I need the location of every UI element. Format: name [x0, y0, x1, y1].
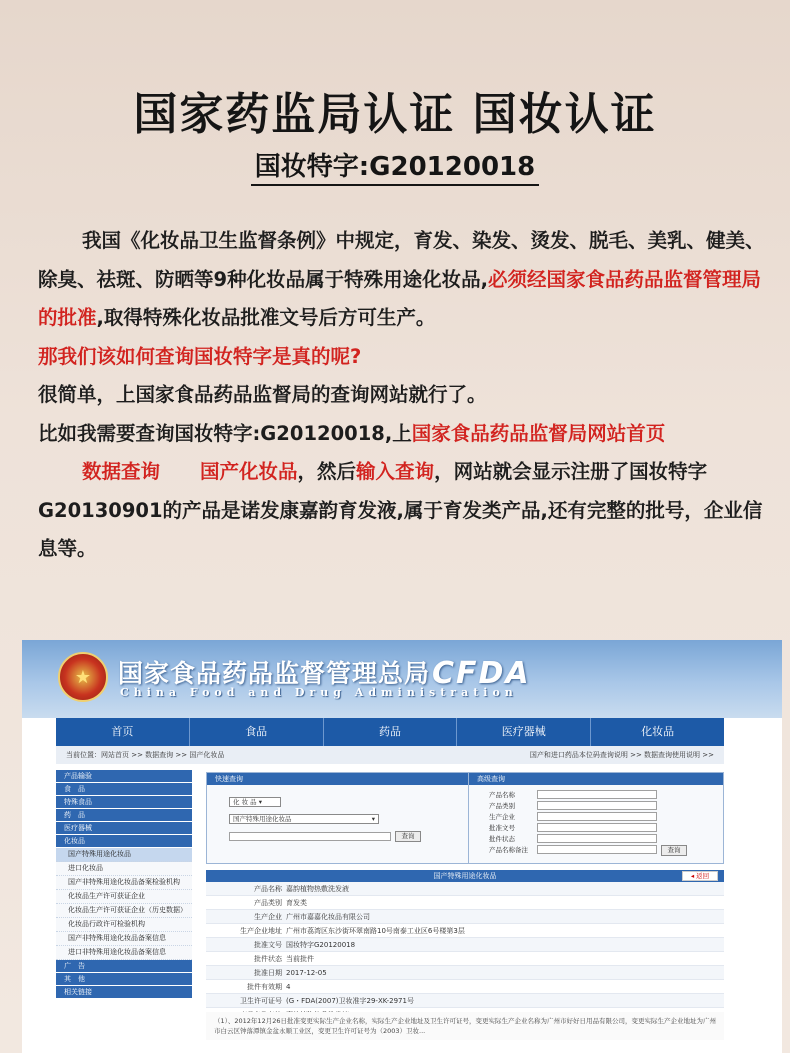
p5-then: ，然后 [297, 460, 357, 483]
table-row [206, 980, 724, 994]
page-title: 国家药监局认证 国妆认证 [133, 89, 657, 140]
table-row [206, 910, 724, 924]
quick-search-input[interactable] [229, 832, 391, 841]
sidebar-group-links[interactable]: 相关链接 [56, 986, 192, 999]
result-header [206, 870, 724, 882]
site-banner [22, 640, 782, 718]
sidebar-group-cosmetics[interactable]: 化妆品 [56, 835, 192, 848]
row-key: 批件有效期 [247, 983, 282, 991]
table-row [206, 938, 724, 952]
sidebar-item-domestic-special[interactable]: 国产特殊用途化妆品 [56, 848, 192, 862]
nav-drugs[interactable]: 药品 [324, 718, 458, 746]
product-remark-input[interactable] [537, 845, 657, 854]
p4-text: 比如我需要查询国妆特字:G20120018,上 [38, 421, 412, 445]
row-key: 产品类别 [254, 899, 282, 907]
field-label-approval-number: 批准文号 [489, 824, 515, 832]
p1-highlight: 必须经国家食品药品监督管理局的批准 [38, 267, 761, 329]
result-title: 国产特殊用途化妆品 [433, 872, 497, 880]
quick-query-button[interactable]: 查询 [395, 831, 421, 842]
back-button[interactable]: ◂ 返回 [682, 871, 718, 881]
row-key: 批准日期 [254, 969, 282, 977]
approval-number-input[interactable] [537, 823, 657, 832]
nav-home[interactable]: 首页 [56, 718, 190, 746]
step-input-query: 输入查询 [356, 460, 435, 483]
sidebar-item-imported[interactable]: 进口化妆品 [56, 862, 192, 876]
sidebar-group-drugs[interactable]: 药 品 [56, 809, 192, 822]
result-remark: （1）、2012年12月26日批准变更实际生产企业名称，实际生产企业地址及卫生许可证号，变更实际生产企业名称为广州市好好日用品有限公司，变更实际生产企业地址为广州市白云区钟落潭镇金盆永顺工业区，变更卫生许可证号为（2003）卫妆... [206, 1012, 724, 1040]
row-value: (G・FDA(2007)卫妆准字29-XK-2971号 [286, 997, 414, 1005]
subcategory-select[interactable]: 国产特殊用途化妆品 ▾ [229, 814, 379, 824]
paragraph-regulation [38, 222, 778, 338]
table-row [206, 896, 724, 910]
step-domestic-cosmetics: 国产化妆品 [200, 460, 298, 483]
step-data-query: 数据查询 [82, 460, 161, 483]
nav-medical-devices[interactable]: 医疗器械 [457, 718, 591, 746]
field-label-product-name: 产品名称 [489, 791, 515, 799]
sidebar-item-domestic-filing[interactable]: 国产非特殊用途化妆品备案信息 [56, 932, 192, 946]
back-button-label: 返回 [696, 872, 710, 880]
row-value: 嘉韵植物热敷洗发液 [286, 885, 349, 893]
breadcrumb-bar [56, 746, 724, 764]
sidebar-item-licensed-history[interactable]: 化妆品生产许可获证企业（历史数据） [56, 904, 192, 918]
breadcrumb[interactable]: 当前位置：网站首页 >> 数据查询 >> 国产化妆品 [66, 751, 225, 759]
paragraph-question: 那我们该如何查询国妆特字是真的呢? [38, 344, 362, 368]
cfda-website-screenshot [22, 640, 782, 1053]
sidebar-item-licensed-enterprises[interactable]: 化妆品生产许可获证企业 [56, 890, 192, 904]
sidebar-group-ads[interactable]: 广 告 [56, 960, 192, 973]
product-name-input[interactable] [537, 790, 657, 799]
p1-text: 我国《化妆品卫生监督条例》中规定，育发、染发、烫发、脱毛、美乳、健美、除臭、祛斑、防晒等9种化妆品属于特殊用途化妆品, [38, 229, 765, 291]
sidebar-item-inspection-agencies[interactable]: 国产非特殊用途化妆品备案检验机构 [56, 876, 192, 890]
p1-tail: ,取得特殊化妆品批准文号后方可生产。 [96, 306, 436, 329]
cfda-logo: CFDA [432, 656, 531, 691]
row-value: 育发类 [286, 899, 307, 907]
category-select[interactable]: 化 妆 品 ▾ [229, 797, 281, 807]
quick-search-panel [206, 772, 494, 864]
agency-english-name: China Food and Drug Administration [120, 686, 518, 699]
sidebar [56, 770, 192, 999]
row-value: 国妆特字G20120018 [286, 941, 356, 949]
paragraph-steps [38, 453, 778, 569]
nav-food[interactable]: 食品 [190, 718, 324, 746]
row-key: 生产企业 [254, 913, 282, 921]
sidebar-group-other[interactable]: 其 他 [56, 973, 192, 986]
sidebar-group-inspection[interactable]: 产品输验 [56, 770, 192, 783]
row-key: 批准文号 [254, 941, 282, 949]
paragraph-simple: 很简单，上国家食品药品监督局的查询网站就行了。 [38, 383, 487, 406]
table-row [206, 966, 724, 980]
subtitle-text: 国妆特字:G20120018 [251, 152, 539, 186]
table-row [206, 952, 724, 966]
advanced-search-title: 高级查询 [469, 773, 723, 785]
row-value: 广州市嘉嘉化妆品有限公司 [286, 913, 370, 921]
main-nav [56, 718, 724, 746]
field-label-approval-status: 批件状态 [489, 835, 515, 843]
row-key: 生产企业地址 [240, 927, 282, 935]
row-value: 当前批件 [286, 955, 314, 963]
row-key: 卫生许可证号 [240, 997, 282, 1005]
subcategory-select-value: 国产特殊用途化妆品 [233, 815, 292, 823]
product-category-input[interactable] [537, 801, 657, 810]
table-row [206, 882, 724, 896]
help-links[interactable]: 国产和进口药品本位码查询说明 >> 数据查询使用说明 >> [529, 751, 714, 759]
advanced-search-panel [468, 772, 724, 864]
explanation-text [38, 222, 778, 569]
p4-highlight: 国家食品药品监督局网站首页 [411, 421, 666, 445]
license-subtitle [0, 146, 790, 183]
field-label-product-remark: 产品名称备注 [489, 846, 528, 854]
table-row [206, 994, 724, 1008]
approval-status-input[interactable] [537, 834, 657, 843]
manufacturer-input[interactable] [537, 812, 657, 821]
sidebar-item-admin-inspection[interactable]: 化妆品行政许可检验机构 [56, 918, 192, 932]
nav-cosmetics[interactable]: 化妆品 [641, 725, 675, 738]
agency-name: 国家食品药品监督管理总局 [118, 659, 431, 688]
sidebar-group-special-food[interactable]: 特殊食品 [56, 796, 192, 809]
sidebar-item-import-filing[interactable]: 进口非特殊用途化妆品备案信息 [56, 946, 192, 960]
p5-tail: ，网站就会显示注册了国妆特字G20130901的产品是诺发康嘉韵育发液,属于育发类产品,还有完整的批号，企业信息等。 [38, 460, 763, 560]
result-table [206, 882, 724, 1022]
advanced-query-button[interactable]: 查询 [661, 845, 687, 856]
sidebar-group-food[interactable]: 食 品 [56, 783, 192, 796]
paragraph-example [38, 415, 778, 454]
quick-search-title: 快速查询 [207, 773, 493, 785]
row-key: 产品名称 [254, 885, 282, 893]
row-value: 4 [286, 983, 291, 991]
row-value: 广州市荔湾区东沙街环翠南路10号南泰工业区6号楼第3层 [286, 927, 465, 935]
table-row [206, 924, 724, 938]
row-value: 2017-12-05 [286, 969, 327, 977]
national-emblem-icon: ★ [58, 652, 108, 702]
category-select-value: 化 妆 品 [233, 798, 257, 806]
field-label-product-category: 产品类别 [489, 802, 515, 810]
row-key: 批件状态 [254, 955, 282, 963]
sidebar-group-devices[interactable]: 医疗器械 [56, 822, 192, 835]
field-label-manufacturer: 生产企业 [489, 813, 515, 821]
